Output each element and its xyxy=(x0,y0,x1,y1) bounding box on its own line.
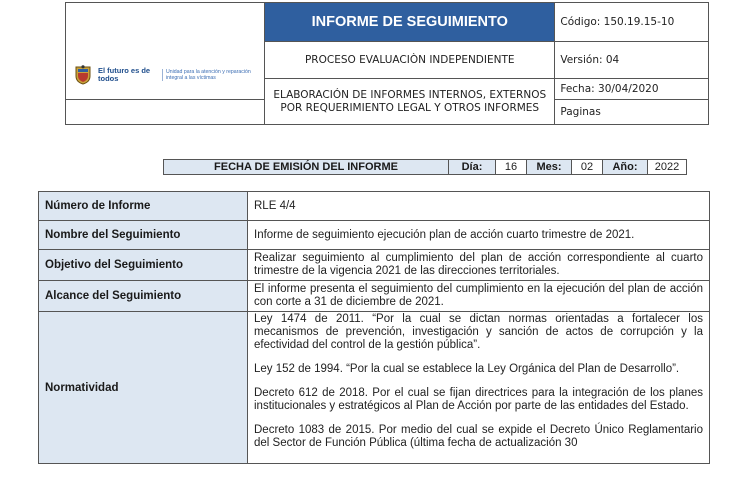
brand-line: El futuro es de todos xyxy=(98,66,151,83)
month-label: Mes: xyxy=(527,160,572,175)
row-label: Alcance del Seguimiento xyxy=(39,281,248,312)
regulation-item: Ley 1474 de 2011. “Por la cual se dictan normas orientadas a fortalecer los mecanismos de prevención, investigación y sanción de actos de corrupción y la efectividad del control de la gestión pública”. xyxy=(254,313,703,351)
table-row xyxy=(39,192,710,221)
document-version: Versión: 04 xyxy=(555,42,709,79)
regulation-item: Decreto 612 de 2018. Por el cual se fijan directrices para la integración de los planes institucionales y estratégicos al Plan de Acción por parte de las entidades del Estado. xyxy=(254,387,703,412)
row-value: El informe presenta el seguimiento del cumplimiento en la ejecución del plan de acción con corte a 31 de diciembre de 2021. xyxy=(248,281,710,312)
row-value: Realizar seguimiento al cumplimiento del plan de acción correspondiente al cuarto trimestre de la vigencia 2021 de las direcciones territoriales. xyxy=(248,250,710,281)
table-row xyxy=(39,312,710,464)
row-value: RLE 4/4 xyxy=(248,192,710,221)
report-info-table xyxy=(38,191,710,464)
row-label: Objetivo del Seguimiento xyxy=(39,250,248,281)
regulation-list xyxy=(248,312,710,464)
document-title: INFORME DE SEGUIMIENTO xyxy=(265,3,555,42)
coat-of-arms-icon xyxy=(74,65,92,85)
logo-cell-bottom xyxy=(66,100,265,125)
logo xyxy=(74,65,252,85)
process-name: PROCESO EVALUACIÒN INDEPENDIENTE xyxy=(265,42,555,79)
unit-line: Unidad para la atención y reparación integral a las víctimas xyxy=(162,69,252,81)
row-value: Informe de seguimiento ejecución plan de acción cuarto trimestre de 2021. xyxy=(248,221,710,250)
row-label: Nombre del Seguimiento xyxy=(39,221,248,250)
day-label: Día: xyxy=(449,160,496,175)
table-row xyxy=(39,281,710,312)
issue-date-row xyxy=(163,159,687,175)
regulation-item: Ley 152 de 1994. “Por la cual se establece la Ley Orgánica del Plan de Desarrollo”. xyxy=(254,363,680,375)
table-row xyxy=(39,221,710,250)
logo-cell xyxy=(66,3,265,100)
day-value: 16 xyxy=(496,160,527,175)
month-value: 02 xyxy=(572,160,603,175)
document-pages: Paginas xyxy=(555,100,709,125)
document-date: Fecha: 30/04/2020 xyxy=(555,79,709,100)
year-label: Año: xyxy=(603,160,648,175)
row-label: Normatividad xyxy=(39,312,248,464)
subprocess-name: ELABORACIÓN DE INFORMES INTERNOS, EXTERNOS POR REQUERIMIENTO LEGAL Y OTROS INFORMES xyxy=(265,79,555,125)
year-value: 2022 xyxy=(648,160,687,175)
document-header xyxy=(65,2,709,125)
regulation-item: Decreto 1083 de 2015. Por medio del cual se expide el Decreto Único Reglamentario del Sector de Función Pública (última fecha de actualización 30 xyxy=(254,424,703,449)
issue-date-label: FECHA DE EMISIÓN DEL INFORME xyxy=(164,160,449,175)
document-code: Código: 150.19.15-10 xyxy=(555,3,709,42)
row-label: Número de Informe xyxy=(39,192,248,221)
table-row xyxy=(39,250,710,281)
